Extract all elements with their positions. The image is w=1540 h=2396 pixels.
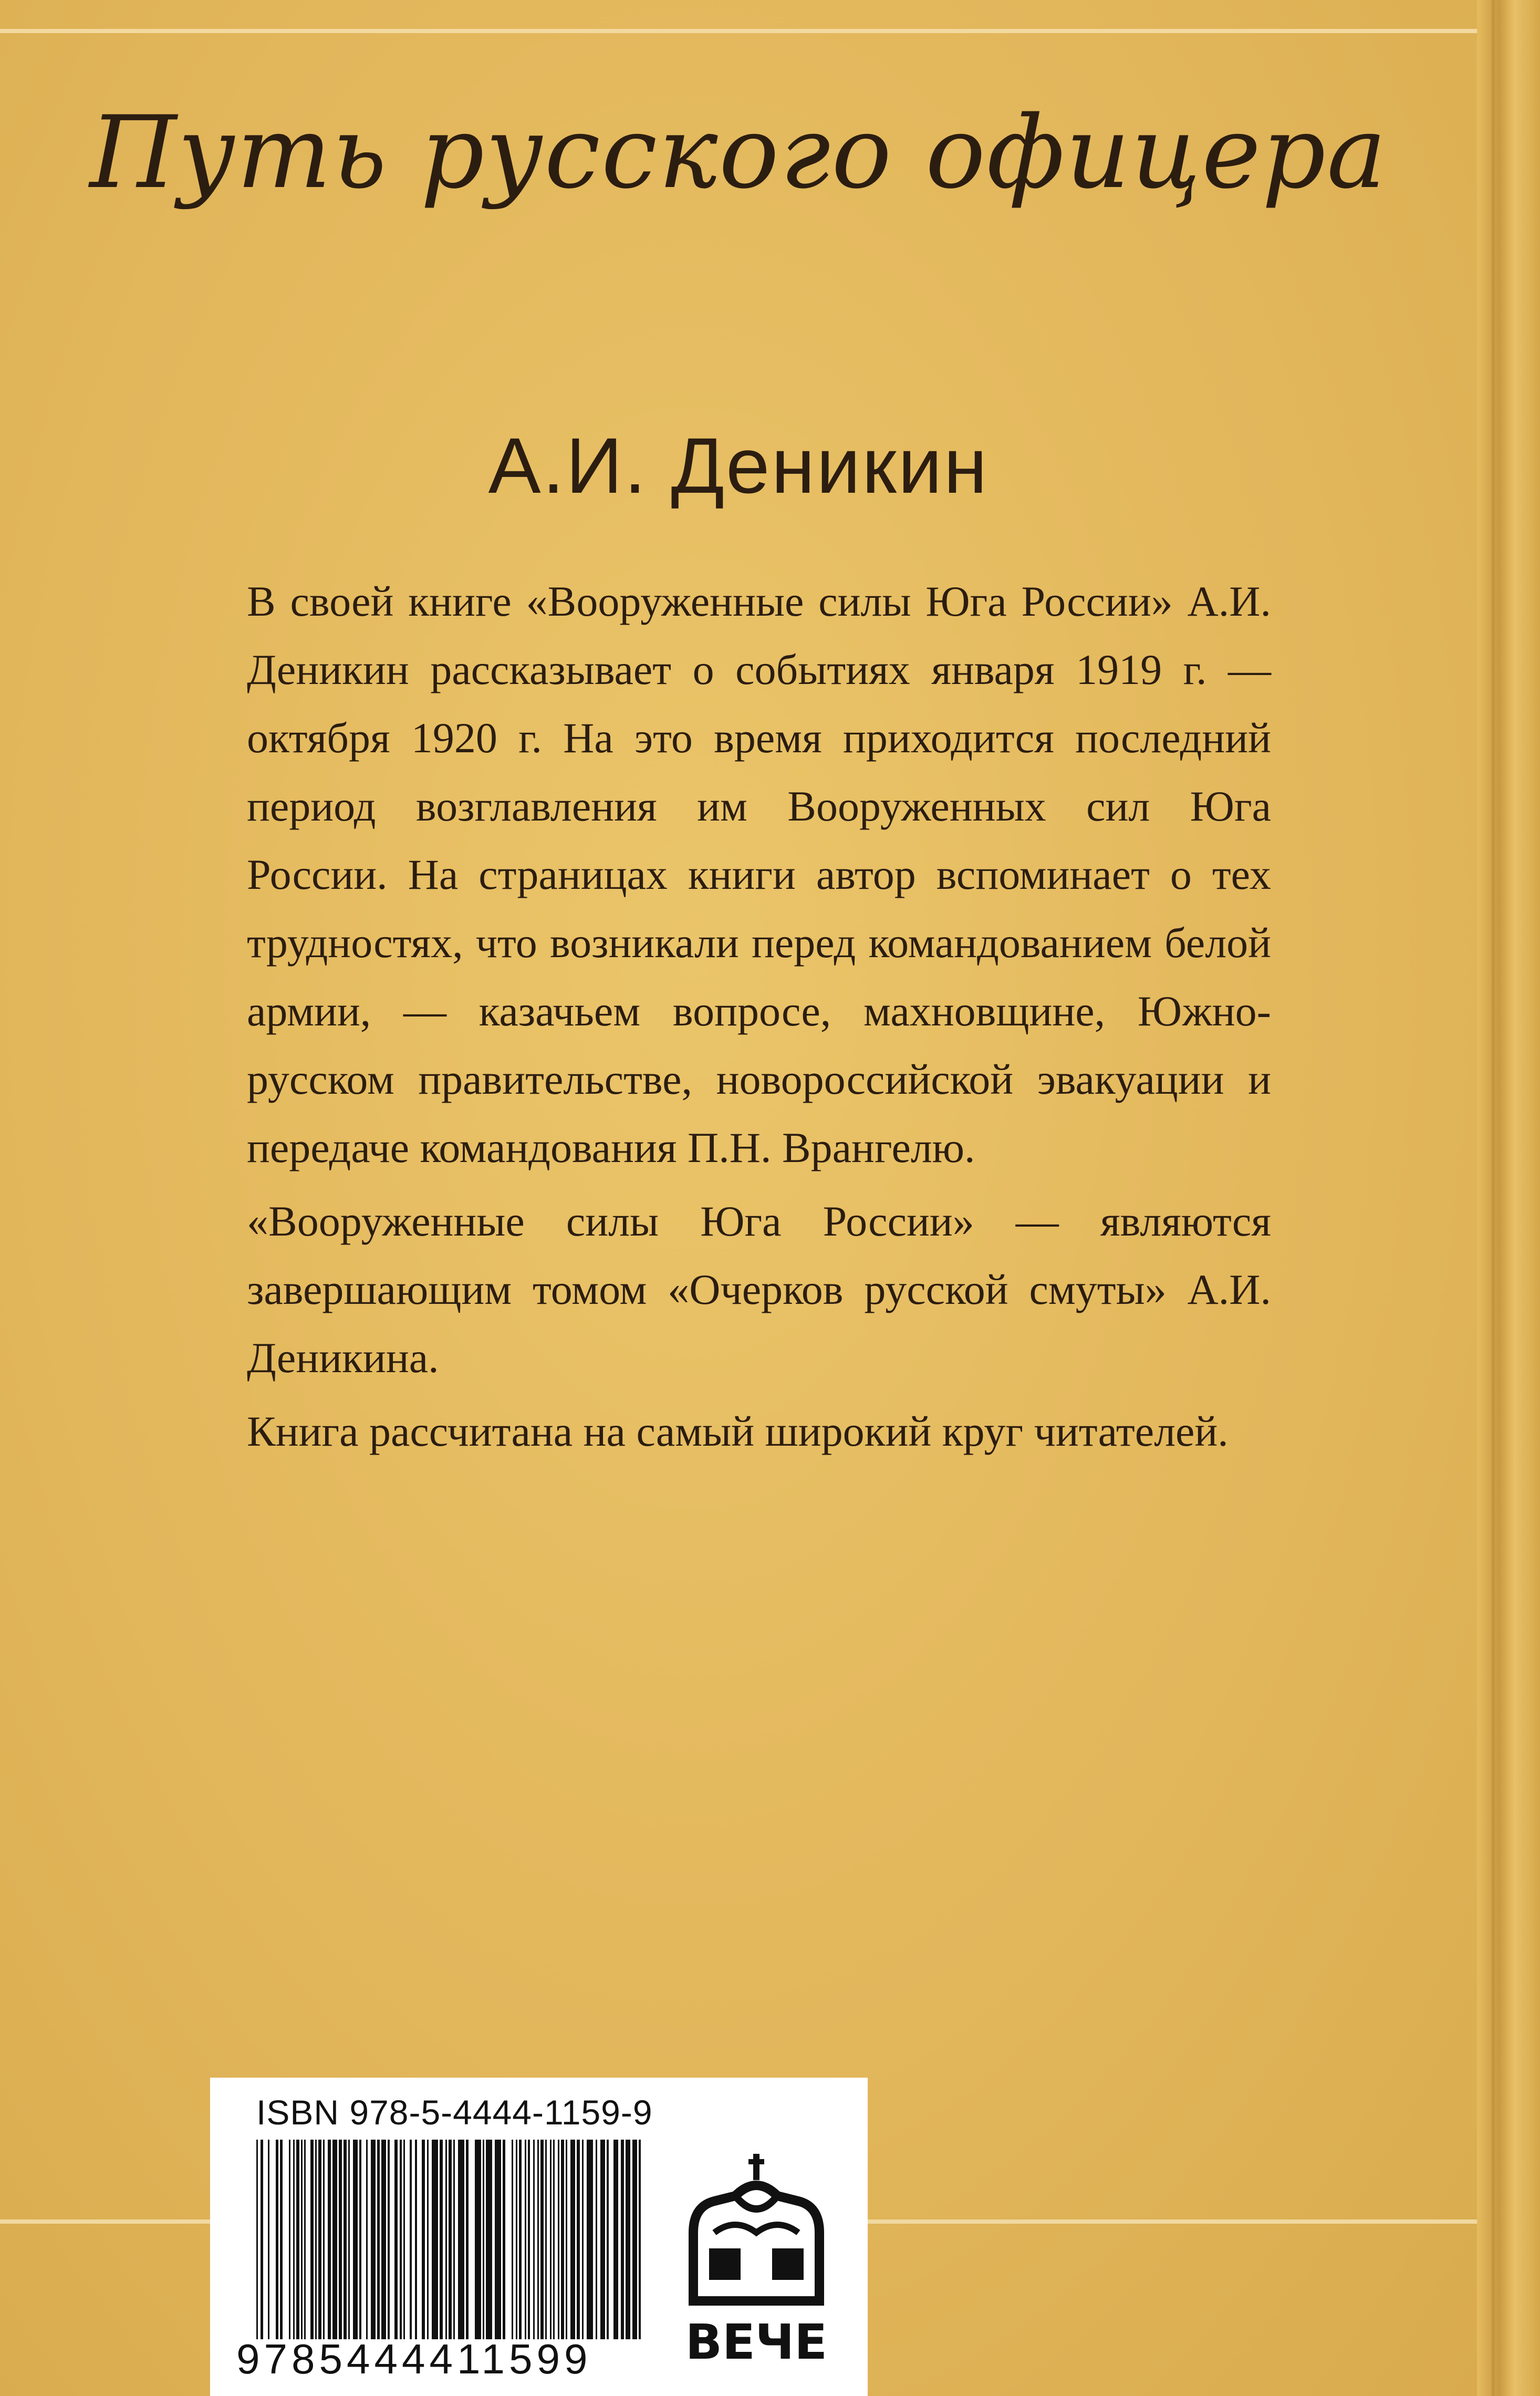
publisher-logo [672,2143,840,2369]
barcode-bar [466,2140,469,2339]
barcode-bar [427,2140,429,2339]
barcode-bar [394,2140,398,2339]
barcode-bar [570,2140,575,2339]
barcode-bar [587,2140,593,2339]
barcode-bar [607,2140,609,2339]
barcode-bar [422,2140,425,2339]
barcode-bar [533,2140,535,2339]
annotation-paragraph-3: Книга рассчитана на самый широкий круг читателей. [247,1407,1229,1455]
barcode-bar [558,2140,559,2339]
annotation-paragraph-2: «Вооруженные силы Юга России» — являются завершающим томом «Очерков русской смуты» А.И. Деникина. [247,1197,1271,1382]
barcode-bar [256,2140,258,2339]
barcode-bar [445,2140,447,2339]
barcode-bar [453,2140,455,2339]
barcode-bar [366,2140,368,2339]
barcode-bar [540,2140,544,2339]
barcode-bar [440,2140,443,2339]
barcode-bar [353,2140,358,2339]
barcode-bar [516,2140,517,2339]
barcode-bar [626,2140,630,2339]
barcode-bar [475,2140,481,2339]
barcode-bar [577,2140,580,2339]
barcode-bar [318,2140,321,2339]
barcode-bar [388,2140,390,2339]
barcode-bar [537,2140,539,2339]
barcode-bar [371,2140,376,2339]
barcode-bar [415,2140,417,2339]
barcode-bar [339,2140,342,2339]
barcode-bar [582,2140,584,2339]
barcode-bar [483,2140,484,2339]
barcode-bar [289,2140,290,2339]
barcode-bar [550,2140,552,2339]
barcode-bar [323,2140,325,2339]
barcode-bar [377,2140,380,2339]
barcode-bar [449,2140,452,2339]
barcode-bar [359,2140,361,2339]
barcode-icon [256,2140,646,2339]
barcode-bar [310,2140,314,2339]
barcode-bar [344,2140,347,2339]
barcode-bar [400,2140,402,2339]
barcode-bar [545,2140,547,2339]
barcode-bar [621,2140,624,2339]
barcode-bar [276,2140,278,2339]
barcode-bar [566,2140,567,2339]
barcode-digits: 9785444411599 [236,2336,592,2382]
barcode-bar [486,2140,492,2339]
barcode-bar [261,2140,263,2339]
barcode-bar [304,2140,306,2339]
barcode-bar [495,2140,501,2339]
barcode-bar [268,2140,269,2339]
barcode-bar [280,2140,283,2339]
barcode-bar [613,2140,618,2339]
spine-edge [1477,0,1540,2396]
barcode-bar [296,2140,299,2339]
frame-line-top [0,29,1477,33]
barcode-panel [210,2078,868,2396]
series-title: Путь русского офицера [89,95,1388,211]
barcode-bar [512,2140,513,2339]
barcode-bar [301,2140,303,2339]
kremlin-tower-icon [693,2154,819,2301]
barcode-bar [596,2140,597,2339]
barcode-bar [553,2140,555,2339]
barcode-bar [561,2140,564,2339]
barcode-bar [525,2140,526,2339]
barcode-bar [600,2140,605,2339]
barcode-bar [293,2140,295,2339]
barcode-bar [528,2140,530,2339]
barcode-bar [519,2140,522,2339]
barcode-bar [503,2140,505,2339]
barcode-bar [458,2140,464,2339]
barcode-bar [348,2140,350,2339]
isbn-label: ISBN 978-5-4444-1159-9 [256,2093,653,2132]
publisher-logo-text: ВЕЧЕ [685,2314,828,2369]
annotation [247,567,1271,1471]
author-name: А.И. Деникин [488,421,989,510]
barcode-bar [639,2140,641,2339]
barcode-bar [432,2140,438,2339]
annotation-paragraph-1: В своей книге «Вооруженные силы Юга России» А.И. Деникин рассказывает о событиях января 1919 г. — октября 1920 г. На это время приходится последний период возглавления им Вооруженных сил Юга России. На страницах книги автор вспоминает о тех трудностях, что возникали перед командованием белой армии, — казачьем вопросе, махновщине, Южно-русском правительстве, новороссийской эвакуации и передаче командования П.Н. Врангелю. [247,577,1271,1171]
barcode-bar [315,2140,317,2339]
barcode-bar [632,2140,637,2339]
barcode-bar [403,2140,405,2339]
barcode-bar [332,2140,337,2339]
barcode-bar [328,2140,331,2339]
barcode-bar [410,2140,412,2339]
barcode-bar [381,2140,386,2339]
